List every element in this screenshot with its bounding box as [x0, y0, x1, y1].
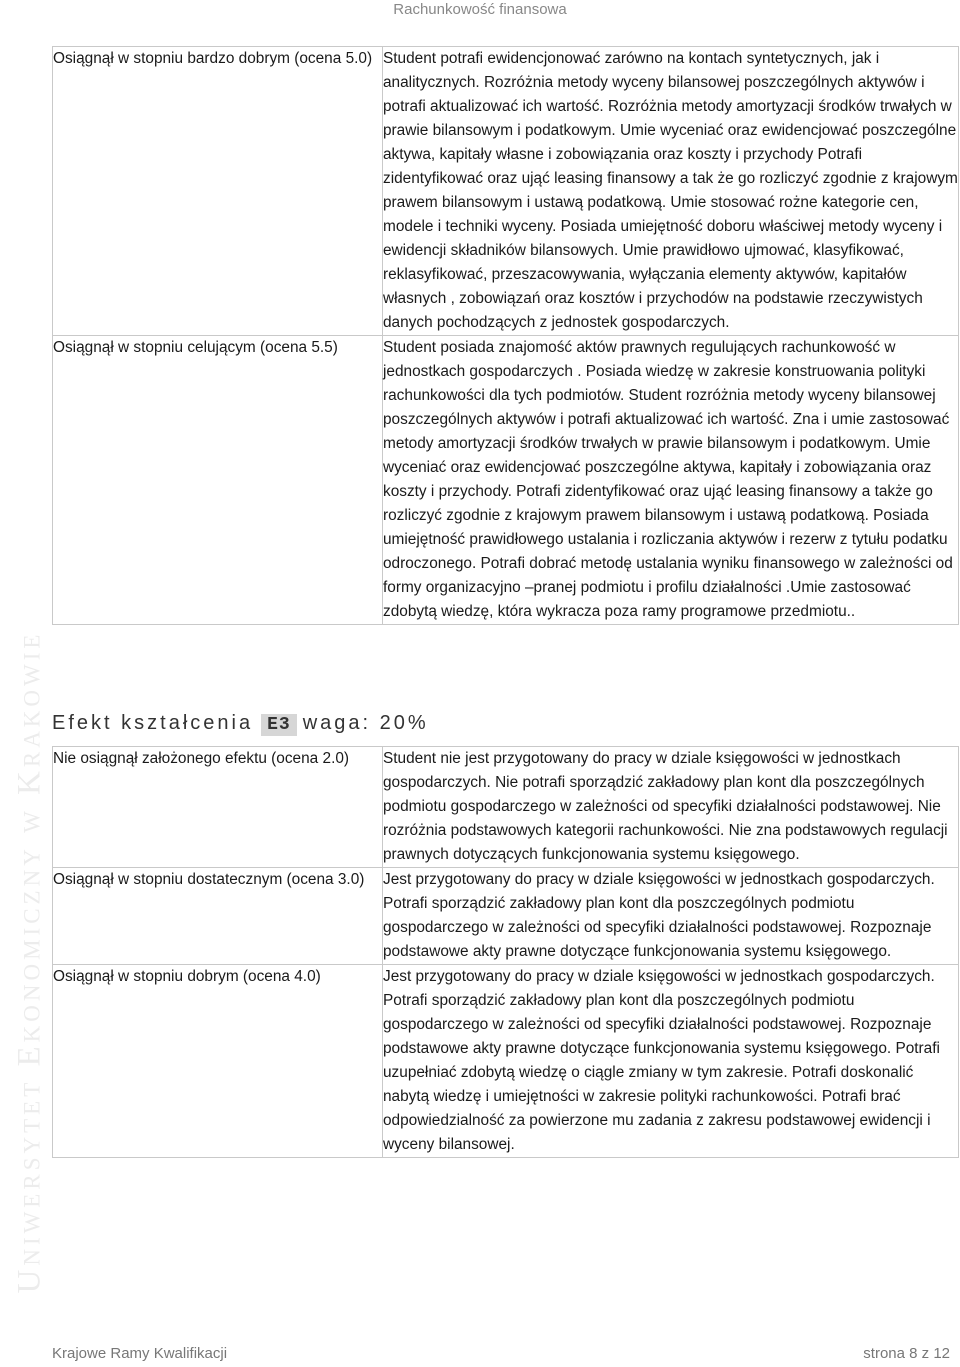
grade-description: Student nie jest przygotowany do pracy w dziale księgowości w jednostkach gospodarczych. Nie potrafi sporządzić zakładowy plan kont dla poszczególnych podmiotu gospodarczego w zależności od specyfiki działalności podstawowej. Nie rozróżnia podstawowych kategorii rachunkowości. Nie zna podstawowych regulacji prawnych dotyczących funkcjonowania systemu księgowego.	[383, 747, 959, 868]
grade-label: Osiągnął w stopniu dobrym (ocena 4.0)	[53, 965, 383, 1158]
table-row	[53, 47, 959, 336]
table-row	[53, 336, 959, 625]
university-watermark: Uniwersytet Ekonomiczny w Krakowie	[11, 630, 48, 1294]
grading-table-previous	[52, 46, 959, 625]
grade-label: Osiągnął w stopniu bardzo dobrym (ocena 5.0)	[53, 47, 383, 336]
page-number: strona 8 z 12	[863, 1345, 950, 1362]
grade-label: Osiągnął w stopniu dostatecznym (ocena 3.0)	[53, 868, 383, 965]
grade-description: Student potrafi ewidencjonować zarówno na kontach syntetycznych, jak i analitycznych. Rozróżnia metody wyceny bilansowej poszczególnych aktywów i potrafi aktualizować ich wartość. Rozróżnia metody amortyzacji środków trwałych w prawie bilansowym i podatkowym. Umie wyceniać oraz ewidencjować poszczególne aktywa, kapitały własne i zobowiązania oraz koszty i przychody Potrafi zidentyfikować oraz ująć leasing finansowy a tak że go rozliczyć zgodnie z krajowym prawem bilansowym i ustawą podatkową. Umie stosować rożne kategorie cen, modele i techniki wyceny. Posiada umiejętność doboru właściwej metody wyceny i ewidencji składników bilansowych. Umie prawidłowo ujmować, klasyfikować, reklasyfikować, przeszacowywania, wyłączania elementy aktywów, kapitałów własnych , zobowiązań oraz kosztów i przychodów na podstawie rzeczywistych danych pochodzących z jednostek gospodarczych.	[383, 47, 959, 336]
grade-label: Osiągnął w stopniu celującym (ocena 5.5)	[53, 336, 383, 625]
table-row	[53, 965, 959, 1158]
page-footer	[52, 1345, 950, 1367]
table-row	[53, 868, 959, 965]
table-row	[53, 747, 959, 868]
section-label: Efekt kształcenia	[52, 712, 254, 734]
grade-description: Jest przygotowany do pracy w dziale księgowości w jednostkach gospodarczych. Potrafi sporządzić zakładowy plan kont dla poszczególnych podmiotu gospodarczego w zależności od specyfiki działalności podstawowej. Rozpoznaje podstawowe akty prawne dotyczące funkcjonowania systemu księgowego.	[383, 868, 959, 965]
grade-label: Nie osiągnął założonego efektu (ocena 2.0)	[53, 747, 383, 868]
grade-description: Jest przygotowany do pracy w dziale księgowości w jednostkach gospodarczych. Potrafi sporządzić zakładowy plan kont dla poszczególnych podmiotu gospodarczego w zależności od specyfiki działalności podstawowej. Rozpoznaje podstawowe akty prawne dotyczące funkcjonowania systemu księgowego. Potrafi uzupełniać zdobytą wiedzę o ciągle zmiany w tym zakresie. Potrafi doskonalić nabytą wiedzę i umiejętności w zakresie polityki rachunkowości. Potrafi brać odpowiedzialność za powierzone mu zadania z zakresu podstawowej ewidencji i wyceny bilansowej.	[383, 965, 959, 1158]
grade-description: Student posiada znajomość aktów prawnych regulujących rachunkowość w jednostkach gospodarczych . Posiada wiedzę w zakresie konstruowania polityki rachunkowości dla tych podmiotów. Student rozróżnia metody wyceny bilansowej poszczególnych aktywów i potrafi aktualizować ich wartość. Zna i umie zastosować metody amortyzacji środków trwałych w prawie bilansowym i podatkowym. Umie wyceniać oraz ewidencjować poszczególne aktywa, kapitały i zobowiązania oraz koszty i przychody. Potrafi zidentyfikować oraz ująć leasing finansowy a także go rozliczyć zgodnie z krajowym prawem bilansowym i ustawą podatkową. Posiada umiejętność prawidłowego ustalania i rozliczania aktywów i rezerw z tytułu podatku odroczonego. Potrafi dobrać metodę ustalania wyniku finansowego w zależności od formy organizacyjno –pranej podmiotu i profilu działalności .Umie zastosować zdobytą wiedzę, która wykracza poza ramy programowe przedmiotu..	[383, 336, 959, 625]
page-header: Rachunkowość finansowa	[393, 1, 567, 18]
grading-table-e3	[52, 746, 959, 1158]
footer-left-text: Krajowe Ramy Kwalifikacji	[52, 1345, 228, 1362]
section-heading	[52, 708, 429, 738]
effect-code-badge: E3	[261, 714, 297, 736]
section-weight: waga: 20%	[302, 712, 429, 734]
